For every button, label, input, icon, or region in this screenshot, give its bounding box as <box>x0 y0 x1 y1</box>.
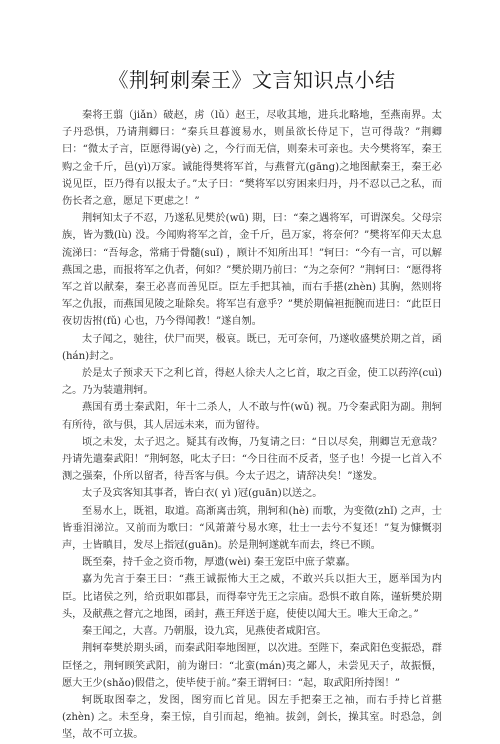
paragraph: 既至秦，持千金之资币物，厚遗(wèi) 秦王宠臣中庶子蒙嘉。 <box>82 557 356 569</box>
paragraph: 顷之未发，太子迟之。疑其有改悔，乃复请之曰：“日以尽矣，荆卿岂无意哉？丹请先遣秦武阳！”荆轲怒，叱太子曰：“今日往而不反者，竖子也！今提一匕首入不测之强秦，仆所以留者，待吾客与俱。今太子迟之，请辞决矣！”遂发。 <box>62 436 442 483</box>
paragraph: 燕国有勇士秦武阳，年十二杀人，人不敢与忤(wǔ) 视。乃令秦武阳为副。荆轲有所待，欲与俱，其人居远未来，而为留待。 <box>62 402 442 431</box>
paragraph: 於是太子预求天下之利匕首，得赵人徐夫人之匕首，取之百金，使工以药淬(cuì) 之。乃为装遣荆轲。 <box>62 368 442 397</box>
paragraph: 至易水上，既祖，取道。高渐离击筑，荆轲和(hè) 而歌，为变徵(zhǐ) 之声，士皆垂泪涕泣。又前而为歌曰：“风萧萧兮易水寒，壮士一去兮不复还！”复为慷慨羽声，士皆瞋目，发尽上指冠(guān)。於是荆轲遂就车而去，终已不顾。 <box>62 505 442 552</box>
paragraph: 轲既取图奉之，发图，图穷而匕首见。因左手把秦王之袖，而右手持匕首揕(zhèn) 之。未至身，秦王惊，自引而起，绝袖。拔剑，剑长，操其室。时恐急，剑坚，故不可立拔。 <box>62 694 442 741</box>
paragraph: 荆轲知太子不忍，乃遂私见樊於(wū) 期，曰：“秦之遇将军，可谓深矣。父母宗族，皆为戮(lù) 没。今闻购将军之首，金千斤，邑万家，将奈何？”樊将军仰天太息流涕曰：“吾每念，常痛于骨髓(suǐ) ，顾计不知所出耳！”轲曰：“今有一言，可以解燕国之患，而报将军之仇者，何如？”樊於期乃前曰：“为之奈何？”荆轲曰：“愿得将军之首以献秦，秦王必喜而善见臣。臣左手把其袖，而右手揕(zhèn) 其胸，然则将军之仇报，而燕国见陵之耻除矣。将军岂有意乎？”樊於期偏袒扼腕而进曰：“此臣日夜切齿拊(fǔ) 心也，乃今得闻教！”遂自刎。 <box>62 213 442 328</box>
paragraph: 太子及宾客知其事者，皆白衣( yì )冠(guān)以送之。 <box>82 488 323 500</box>
paragraph: 秦将王翦（jiǎn）破赵，虏（lǔ）赵王，尽收其地，进兵北略地，至燕南界。太子丹恐惧，乃请荆卿曰：“秦兵旦暮渡易水，则虽欲长侍足下，岂可得哉？”荆卿曰：“微太子言，臣愿得谒(yè) 之，今行而无信，则秦未可亲也。夫今樊将军，秦王购之金千斤，邑(yì)万家。诚能得樊将军首，与燕督亢(gāng)之地图献秦王，秦王必说见臣，臣乃得有以报太子。”太子曰：“樊将军以穷困来归丹，丹不忍以己之私，而伤长者之意，愿足下更虑之！” <box>62 110 442 208</box>
paragraph: 嘉为先言于秦王曰：“燕王诚振怖大王之威，不敢兴兵以拒大王，愿举国为内臣。比诸侯之列，给贡职如郡县，而得奉守先王之宗庙。恐惧不敢自陈，谨斩樊於期头，及献燕之督亢之地图，函封，燕王拜送于庭，使使以闻大王。唯大王命之。” <box>62 574 442 620</box>
document-body <box>62 107 442 744</box>
paragraph: 太子闻之，驰往，伏尸而哭，极哀。既已，无可奈何，乃遂收盛樊於期之首，函(hán)封之。 <box>62 333 442 362</box>
document-title: 《荆轲刺秦王》文言知识点小结 <box>108 68 396 92</box>
paragraph: 荆轲奉樊於期头函，而秦武阳奉地图匣，以次进。至陛下，秦武阳色变振恐，群臣怪之，荆轲顾笑武阳，前为谢曰：“北蛮(mán)夷之鄙人，未尝见天子，故振慑，愿大王少(shǎo)假借之，使毕使于前。”秦王谓轲曰：“起，取武阳所持图！” <box>62 643 442 689</box>
paragraph: 秦王闻之，大喜。乃朝服，设九宾，见燕使者咸阳宫。 <box>82 626 327 638</box>
